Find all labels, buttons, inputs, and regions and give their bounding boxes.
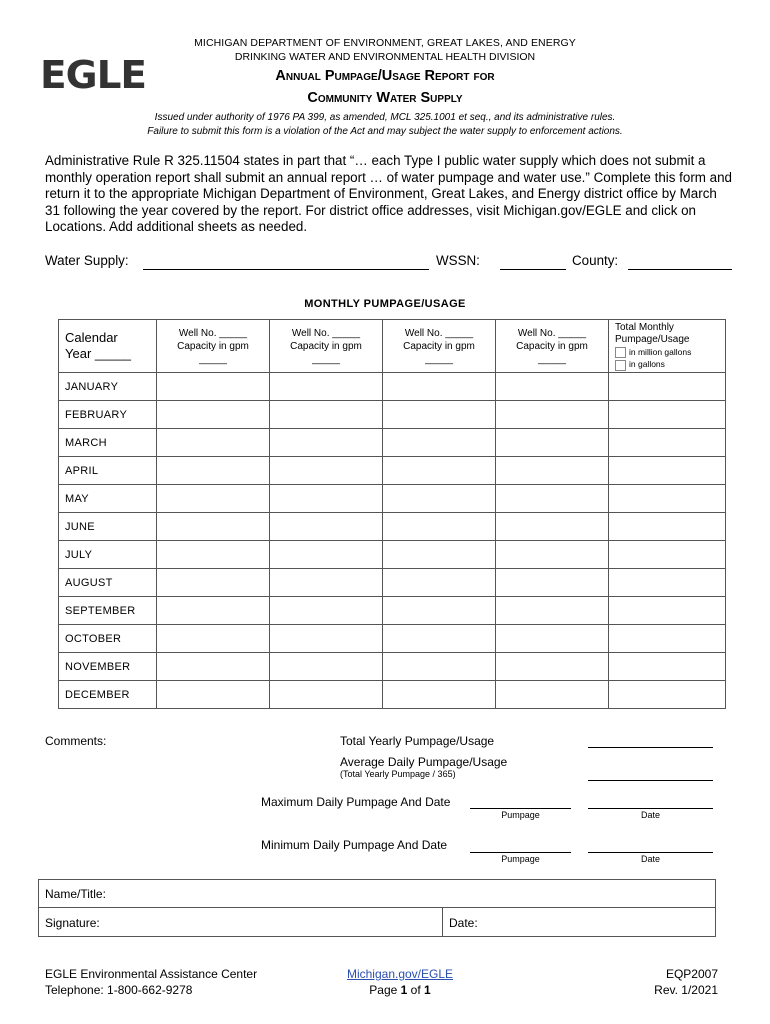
well-pumpage-cell[interactable] <box>157 513 270 541</box>
well-number-label: Well No. _____ <box>178 328 248 339</box>
calendar-label: Calendar <box>65 330 118 345</box>
well-header-4[interactable] <box>496 320 609 373</box>
max-daily-label: Maximum Daily Pumpage And Date <box>261 795 451 809</box>
county-field[interactable] <box>628 254 732 270</box>
total-monthly-cell[interactable] <box>609 653 726 681</box>
well-pumpage-cell[interactable] <box>496 401 609 429</box>
capacity-label: Capacity in gpm <box>177 341 249 352</box>
max-pumpage-field[interactable] <box>470 793 571 809</box>
gallons-checkbox[interactable] <box>615 360 626 371</box>
calendar-year-header[interactable] <box>59 320 157 373</box>
max-date-caption: Date <box>640 810 660 820</box>
well-pumpage-cell[interactable] <box>496 681 609 709</box>
well-pumpage-cell[interactable] <box>496 513 609 541</box>
month-label: FEBRUARY <box>59 401 157 429</box>
well-pumpage-cell[interactable] <box>270 569 383 597</box>
table-row <box>59 373 726 401</box>
well-pumpage-cell[interactable] <box>270 597 383 625</box>
wssn-label: WSSN: <box>436 253 480 268</box>
total-monthly-cell[interactable] <box>609 485 726 513</box>
total-yearly-field[interactable] <box>588 732 713 748</box>
total-monthly-cell[interactable] <box>609 625 726 653</box>
well-pumpage-cell[interactable] <box>383 541 496 569</box>
month-label: SEPTEMBER <box>59 597 157 625</box>
total-monthly-cell[interactable] <box>609 597 726 625</box>
average-daily-note: (Total Yearly Pumpage / 365) <box>340 769 456 779</box>
well-pumpage-cell[interactable] <box>383 653 496 681</box>
well-pumpage-cell[interactable] <box>157 625 270 653</box>
well-pumpage-cell[interactable] <box>270 625 383 653</box>
signature-divider <box>442 908 443 936</box>
well-pumpage-cell[interactable] <box>383 457 496 485</box>
well-pumpage-cell[interactable] <box>157 429 270 457</box>
capacity-blank: _____ <box>312 354 340 365</box>
water-supply-field[interactable] <box>143 254 429 270</box>
well-number-label: Well No. _____ <box>291 328 361 339</box>
failure-note: Failure to submit this form is a violation of the Act and may subject the water supply to enforcement actions. <box>147 126 623 137</box>
comments-label: Comments: <box>45 734 107 748</box>
well-pumpage-cell[interactable] <box>157 485 270 513</box>
well-pumpage-cell[interactable] <box>383 625 496 653</box>
intro-paragraph: Administrative Rule R 325.11504 states in part that “… each Type I public water supply which does not submit a monthly operation report shall submit an annual report … of water pumpage and water use.” Complete this form and return it to the appropriate Michigan Department of Environment, Great Lakes, and Energy district office by March 31 following the year covered by the report. For district office addresses, visit Michigan.gov/EGLE and click on Locations. Add additional sheets as needed. <box>45 153 733 235</box>
table-row <box>59 457 726 485</box>
well-pumpage-cell[interactable] <box>383 681 496 709</box>
revision: Rev. 1/2021 <box>654 983 718 997</box>
authority-note: Issued under authority of 1976 PA 399, as amended, MCL 325.1001 et seq., and its administrative rules. <box>154 112 616 123</box>
well-pumpage-cell[interactable] <box>383 513 496 541</box>
table-row <box>59 597 726 625</box>
table-row <box>59 653 726 681</box>
capacity-blank: _____ <box>538 354 566 365</box>
total-label-2: Pumpage/Usage <box>615 334 690 345</box>
well-pumpage-cell[interactable] <box>383 485 496 513</box>
well-pumpage-cell[interactable] <box>496 625 609 653</box>
well-header-1[interactable] <box>157 320 270 373</box>
wssn-field[interactable] <box>500 254 566 270</box>
well-pumpage-cell[interactable] <box>496 485 609 513</box>
table-row <box>59 569 726 597</box>
table-header-row <box>59 320 726 373</box>
well-pumpage-cell[interactable] <box>270 653 383 681</box>
date-label: Date: <box>449 916 478 930</box>
month-label: MARCH <box>59 429 157 457</box>
signature-label: Signature: <box>45 916 100 930</box>
min-daily-label: Minimum Daily Pumpage And Date <box>261 838 448 852</box>
county-label: County: <box>572 253 619 268</box>
monthly-pumpage-table <box>58 319 726 709</box>
month-label: MAY <box>59 485 157 513</box>
month-label: JUNE <box>59 513 157 541</box>
well-pumpage-cell[interactable] <box>157 569 270 597</box>
well-pumpage-cell[interactable] <box>270 485 383 513</box>
month-label: APRIL <box>59 457 157 485</box>
well-pumpage-cell[interactable] <box>496 429 609 457</box>
well-pumpage-cell[interactable] <box>496 653 609 681</box>
well-number-label: Well No. _____ <box>404 328 474 339</box>
min-pumpage-field[interactable] <box>470 837 571 853</box>
footer-center-name: EGLE Environmental Assistance Center <box>45 967 258 981</box>
total-yearly-label: Total Yearly Pumpage/Usage <box>340 734 495 748</box>
well-pumpage-cell[interactable] <box>157 373 270 401</box>
well-pumpage-cell[interactable] <box>496 457 609 485</box>
max-pumpage-caption: Pumpage <box>501 810 540 820</box>
name-title-label: Name/Title: <box>45 887 106 901</box>
total-monthly-cell[interactable] <box>609 429 726 457</box>
year-label: Year _____ <box>65 346 132 361</box>
well-header-2[interactable] <box>270 320 383 373</box>
total-monthly-cell[interactable] <box>609 401 726 429</box>
page-total: 1 <box>424 983 431 997</box>
month-label: NOVEMBER <box>59 653 157 681</box>
well-pumpage-cell[interactable] <box>157 653 270 681</box>
name-title-row[interactable] <box>39 880 715 908</box>
capacity-label: Capacity in gpm <box>516 341 588 352</box>
average-daily-field[interactable] <box>588 765 713 781</box>
capacity-blank: _____ <box>425 354 453 365</box>
well-pumpage-cell[interactable] <box>157 401 270 429</box>
table-row <box>59 429 726 457</box>
water-supply-label: Water Supply: <box>45 253 129 268</box>
footer-link[interactable]: Michigan.gov/EGLE <box>346 967 454 981</box>
month-label: DECEMBER <box>59 681 157 709</box>
table-row <box>59 485 726 513</box>
well-pumpage-cell[interactable] <box>270 429 383 457</box>
total-monthly-cell[interactable] <box>609 569 726 597</box>
capacity-label: Capacity in gpm <box>290 341 362 352</box>
gallons-label: in gallons <box>629 359 665 370</box>
million-gallons-checkbox[interactable] <box>615 347 626 358</box>
well-pumpage-cell[interactable] <box>270 513 383 541</box>
egle-logo-text: EGLE <box>40 56 146 92</box>
well-pumpage-cell[interactable] <box>270 681 383 709</box>
page-number: 1 <box>400 983 408 997</box>
table-title: MONTHLY PUMPAGE/USAGE <box>304 298 466 310</box>
well-pumpage-cell[interactable] <box>383 373 496 401</box>
capacity-blank: _____ <box>199 354 227 365</box>
month-label: JULY <box>59 541 157 569</box>
well-pumpage-cell[interactable] <box>496 373 609 401</box>
well-pumpage-cell[interactable] <box>496 541 609 569</box>
average-daily-label: Average Daily Pumpage/Usage <box>340 755 508 769</box>
total-monthly-header <box>609 320 726 373</box>
capacity-label: Capacity in gpm <box>403 341 475 352</box>
min-date-field[interactable] <box>588 837 713 853</box>
well-pumpage-cell[interactable] <box>157 681 270 709</box>
month-label: AUGUST <box>59 569 157 597</box>
table-row <box>59 513 726 541</box>
form-id: EQP2007 <box>665 967 718 981</box>
well-pumpage-cell[interactable] <box>383 597 496 625</box>
min-date-caption: Date <box>640 854 660 864</box>
well-pumpage-cell[interactable] <box>383 569 496 597</box>
well-number-label: Well No. _____ <box>517 328 587 339</box>
well-pumpage-cell[interactable] <box>496 569 609 597</box>
well-pumpage-cell[interactable] <box>496 597 609 625</box>
well-pumpage-cell[interactable] <box>157 541 270 569</box>
million-gallons-label: in million gallons <box>629 347 692 357</box>
well-pumpage-cell[interactable] <box>157 597 270 625</box>
department-name: MICHIGAN DEPARTMENT OF ENVIRONMENT, GREAT LAKES, AND ENERGY <box>194 37 576 49</box>
page-prefix: Page <box>369 983 401 997</box>
total-monthly-cell[interactable] <box>609 541 726 569</box>
well-pumpage-cell[interactable] <box>383 429 496 457</box>
form-title-line-2: Community Water Supply <box>307 90 463 106</box>
month-label: OCTOBER <box>59 625 157 653</box>
well-pumpage-cell[interactable] <box>270 373 383 401</box>
well-pumpage-cell[interactable] <box>270 401 383 429</box>
total-monthly-cell[interactable] <box>609 681 726 709</box>
form-title-line-1: Annual Pumpage/Usage Report for <box>275 68 495 84</box>
total-monthly-cell[interactable] <box>609 457 726 485</box>
footer-telephone: Telephone: 1-800-662-9278 <box>45 983 193 997</box>
well-pumpage-cell[interactable] <box>270 541 383 569</box>
max-date-field[interactable] <box>588 793 713 809</box>
total-label-1: Total Monthly <box>615 322 674 333</box>
well-pumpage-cell[interactable] <box>157 457 270 485</box>
signature-box <box>38 879 716 937</box>
page-indicator <box>300 983 500 997</box>
table-row <box>59 681 726 709</box>
well-header-3[interactable] <box>383 320 496 373</box>
total-monthly-cell[interactable] <box>609 373 726 401</box>
min-pumpage-caption: Pumpage <box>501 854 540 864</box>
well-pumpage-cell[interactable] <box>270 457 383 485</box>
total-monthly-cell[interactable] <box>609 513 726 541</box>
table-row <box>59 625 726 653</box>
division-name: DRINKING WATER AND ENVIRONMENTAL HEALTH DIVISION <box>234 51 536 63</box>
well-pumpage-cell[interactable] <box>383 401 496 429</box>
page-of: of <box>407 983 425 997</box>
table-row <box>59 401 726 429</box>
month-label: JANUARY <box>59 373 157 401</box>
table-row <box>59 541 726 569</box>
